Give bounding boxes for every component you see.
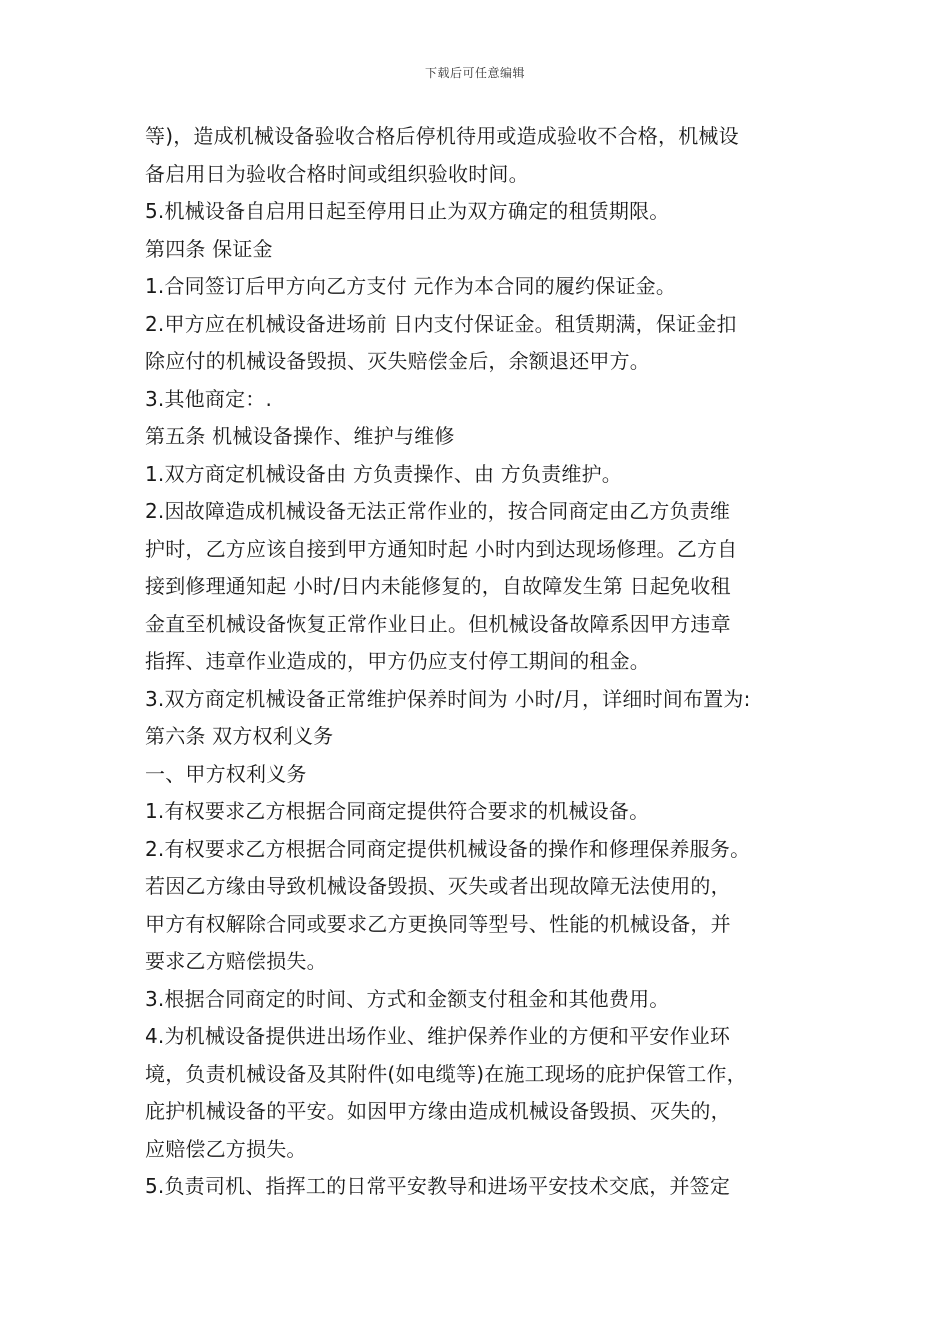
text-line: 若因乙方缘由导致机械设备毁损、灭失或者出现故障无法使用的， [145, 874, 731, 898]
text-line: 1.合同签订后甲方向乙方支付 元作为本合同的履约保证金。 [145, 274, 677, 298]
text-line: 甲方有权解除合同或要求乙方更换同等型号、性能的机械设备，并 [145, 911, 731, 936]
text-line: 4.为机械设备提供进出场作业、维护保养作业的方便和平安作业环 [145, 1024, 731, 1048]
text-line: 除应付的机械设备毁损、灭失赔偿金后，余额退还甲方。 [145, 349, 650, 373]
text-line: 庇护机械设备的平安。如因甲方缘由造成机械设备毁损、灭失的， [145, 1099, 731, 1123]
section-heading: 第六条 双方权利义务 [145, 724, 334, 748]
text-line: 2.甲方应在机械设备进场前 日内支付保证金。租赁期满，保证金扣 [145, 311, 737, 336]
text-line: 2.有权要求乙方根据合同商定提供机械设备的操作和修理保养服务。 [145, 836, 751, 861]
text-line: 1.双方商定机械设备由 方负责操作、由 方负责维护。 [145, 461, 622, 486]
text-line: 3.其他商定：. [145, 386, 273, 411]
text-line: 2.因故障造成机械设备无法正常作业的，按合同商定由乙方负责维 [145, 499, 731, 523]
text-line: 金直至机械设备恢复正常作业日止。但机械设备故障系因甲方违章 [145, 611, 731, 636]
text-line: 等)，造成机械设备验收合格后停机待用或造成验收不合格，机械设 [145, 124, 739, 148]
subsection-heading: 一、甲方权利义务 [145, 761, 307, 786]
text-line: 1.有权要求乙方根据合同商定提供符合要求的机械设备。 [145, 799, 650, 823]
text-line: 5.负责司机、指挥工的日常平安教导和进场平安技术交底，并签定 [145, 1174, 731, 1198]
text-line: 护时，乙方应该自接到甲方通知时起 小时内到达现场修理。乙方自 [145, 536, 738, 561]
text-line: 备启用日为验收合格时间或组织验收时间。 [145, 161, 529, 186]
text-line: 境，负责机械设备及其附件(如电缆等)在施工现场的庇护保管工作， [145, 1061, 747, 1086]
section-heading: 第五条 机械设备操作、维护与维修 [145, 424, 455, 448]
text-line: 要求乙方赔偿损失。 [145, 949, 327, 973]
page-header: 下载后可任意编辑 [424, 66, 525, 80]
text-line: 应赔偿乙方损失。 [145, 1136, 307, 1161]
text-line: 3.根据合同商定的时间、方式和金额支付租金和其他费用。 [145, 986, 670, 1011]
text-line: 3.双方商定机械设备正常维护保养时间为 小时/月，详细时间布置为: [145, 686, 751, 711]
text-line: 接到修理通知起 小时/日内未能修复的，自故障发生第 日起免收租 [145, 574, 731, 598]
text-line: 5.机械设备自启用日起至停用日止为双方确定的租赁期限。 [145, 199, 670, 223]
document-body [145, 118, 825, 1206]
text-line: 指挥、违章作业造成的，甲方仍应支付停工期间的租金。 [145, 649, 650, 673]
section-heading: 第四条 保证金 [145, 236, 273, 261]
